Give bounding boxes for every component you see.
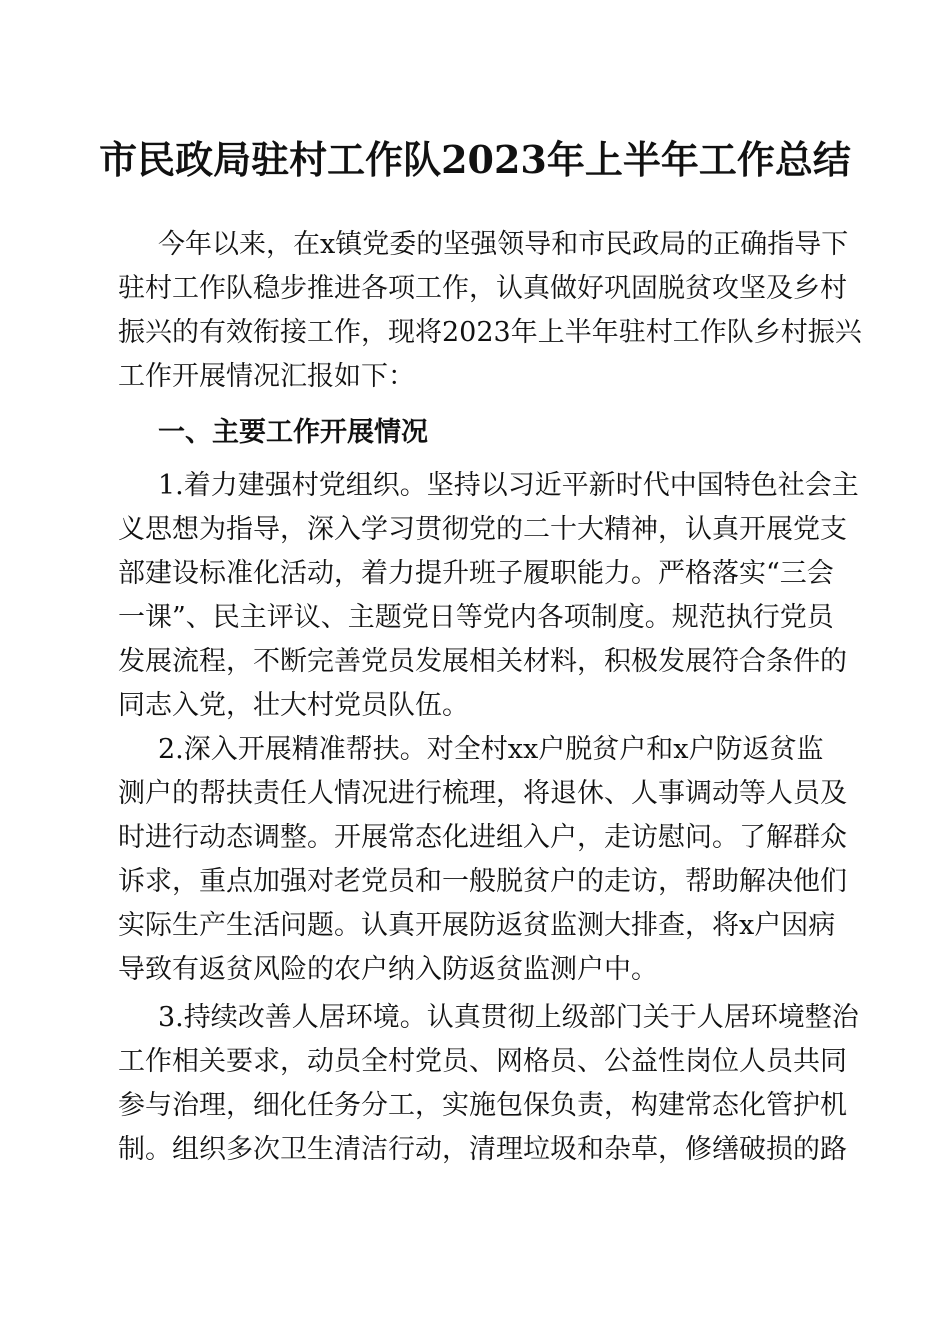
item2-paragraph	[118, 728, 847, 992]
text-line: 测户的帮扶责任人情况进行梳理，将退休、人事调动等人员及	[118, 778, 847, 809]
item3-paragraph	[118, 996, 859, 1172]
text-line: 工作开展情况汇报如下：	[118, 361, 415, 392]
text-line: 部建设标准化活动，着力提升班子履职能力。严格落实“三会	[118, 558, 834, 589]
text-line: 导致有返贫风险的农户纳入防返贫监测户中。	[118, 954, 658, 985]
text-line: 一课”、民主评议、主题党日等党内各项制度。规范执行党员	[118, 602, 834, 633]
item1-paragraph	[118, 464, 859, 728]
text-line: 制。组织多次卫生清洁行动，清理垃圾和杂草，修缮破损的路	[118, 1134, 847, 1165]
text-line: 义思想为指导，深入学习贯彻党的二十大精神，认真开展党支	[118, 514, 847, 545]
intro-paragraph	[118, 223, 862, 399]
text-line: 实际生产生活问题。认真开展防返贫监测大排查，将x户因病	[118, 910, 836, 941]
text-line: 发展流程，不断完善党员发展相关材料，积极发展符合条件的	[118, 646, 847, 677]
text-line: 今年以来，在x镇党委的坚强领导和市民政局的正确指导下	[158, 229, 849, 260]
text-line: 同志入党，壮大村党员队伍。	[118, 690, 469, 721]
text-line: 诉求，重点加强对老党员和一般脱贫户的走访，帮助解决他们	[118, 866, 847, 897]
text-line: 1.着力建强村党组织。坚持以习近平新时代中国特色社会主	[158, 470, 859, 501]
document-title: 市民政局驻村工作队2023年上半年工作总结	[99, 137, 851, 182]
text-line: 参与治理，细化任务分工，实施包保负责，构建常态化管护机	[118, 1090, 847, 1121]
text-line: 驻村工作队稳步推进各项工作，认真做好巩固脱贫攻坚及乡村	[118, 273, 847, 304]
section-heading: 一、主要工作开展情况	[158, 417, 428, 448]
text-line: 工作相关要求，动员全村党员、网格员、公益性岗位人员共同	[118, 1046, 847, 1077]
text-line: 时进行动态调整。开展常态化进组入户，走访慰问。了解群众	[118, 822, 847, 853]
text-line: 3.持续改善人居环境。认真贯彻上级部门关于人居环境整治	[158, 1002, 859, 1033]
text-line: 振兴的有效衔接工作，现将2023年上半年驻村工作队乡村振兴	[118, 317, 862, 348]
text-line: 2.深入开展精准帮扶。对全村xx户脱贫户和x户防返贫监	[158, 734, 824, 765]
